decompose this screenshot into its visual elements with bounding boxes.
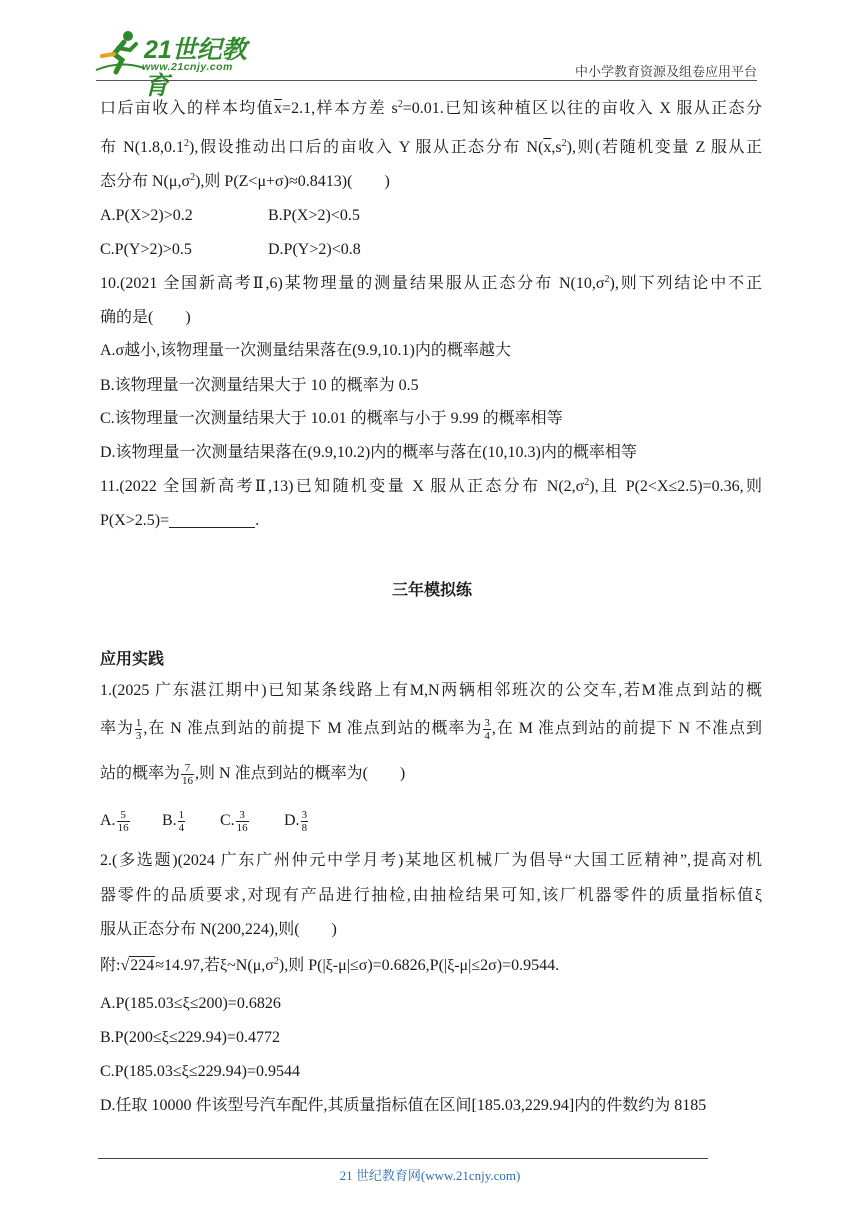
m1-text: 站的概率为: [100, 765, 181, 783]
option-label: C.: [220, 812, 235, 830]
fraction-denominator: 16: [236, 822, 248, 834]
m2-text: ≈14.97,若ξ~N(μ,σ: [155, 957, 274, 974]
fraction-denominator: 4: [484, 730, 490, 742]
option-label: B.: [162, 812, 177, 830]
x-bar: $\overline{x}$: [543, 139, 552, 156]
q10-text: ),则下列结论中不正: [609, 275, 762, 292]
fraction: [181, 762, 194, 787]
q11-text: 11.(2022 全国新高考Ⅱ,13)已知随机变量 X 服从正态分布 N(2,σ: [100, 478, 585, 495]
q9-text: 态分布 N(μ,σ: [100, 173, 191, 190]
x-bar: $\overline{x}$: [274, 100, 283, 117]
fraction: [301, 809, 309, 834]
q10-option-b[interactable]: B.该物理量一次测量结果大于 10 的概率为 0.5: [100, 377, 419, 394]
m1-text: ,在 M 准点到站的前提下 N 不准点到: [491, 720, 762, 738]
site-logo[interactable]: [94, 30, 264, 100]
q10-option-c[interactable]: C.该物理量一次测量结果大于 10.01 的概率与小于 9.99 的概率相等: [100, 410, 563, 427]
q9-line-2: [100, 136, 762, 160]
fraction: [117, 809, 130, 834]
m2-option-d[interactable]: D.任取 10000 件该型号汽车配件,其质量指标值在区间[185.03,229.94]内的件数约为 8185: [100, 1097, 707, 1114]
m1-text: 率为: [100, 720, 134, 738]
q9-line-1: [100, 97, 762, 121]
q11-text: .: [255, 512, 260, 529]
m1-text: ,则 N 准点到站的概率为( ): [195, 765, 406, 783]
footer-divider: [98, 1158, 708, 1159]
m2-line-1: 2.(多选题)(2024 广东广州仲元中学月考)某地区机械厂为倡导“大国工匠精神”,提高对机: [100, 852, 762, 869]
q9-option-b[interactable]: B.P(X>2)<0.5: [268, 207, 360, 224]
m2-text: ),则 P(|ξ-μ|≤σ)=0.6826,P(|ξ-μ|≤2σ)=0.9544.: [278, 957, 560, 974]
superscript: 2: [604, 274, 610, 285]
fraction-denominator: 16: [117, 822, 129, 834]
fraction-numerator: 1: [135, 717, 142, 729]
q9-text: 布 N(1.8,0.1: [100, 139, 185, 156]
q9-text: =2.1,样本方差 s: [282, 100, 398, 117]
q9-text: ,s: [551, 139, 562, 156]
m1-option-c[interactable]: [220, 809, 250, 833]
fraction-numerator: 3: [301, 809, 308, 821]
fraction: [135, 717, 143, 742]
fraction: [236, 809, 249, 834]
m2-line-3: 服从正态分布 N(200,224),则( ): [100, 921, 337, 938]
superscript: 2: [561, 138, 567, 149]
option-label: A.: [100, 812, 116, 830]
header-divider: [96, 80, 757, 81]
fraction-denominator: 4: [178, 822, 185, 834]
m1-option-d[interactable]: [284, 809, 309, 833]
m2-option-c[interactable]: C.P(185.03≤ξ≤229.94)=0.9544: [100, 1063, 300, 1080]
q9-text: ),则 P(Z<μ+σ)≈0.8413)( ): [195, 173, 390, 190]
m2-option-b[interactable]: B.P(200≤ξ≤229.94)=0.4772: [100, 1029, 280, 1046]
fraction-numerator: 3: [484, 717, 490, 729]
sub-title: 应用实践: [100, 651, 165, 668]
fraction-denominator: 3: [135, 730, 142, 742]
q9-line-3: [100, 170, 390, 194]
m2-text: 附:: [100, 957, 121, 974]
q10-text: 10.(2021 全国新高考Ⅱ,6)某物理量的测量结果服从正态分布 N(10,σ: [100, 275, 605, 292]
answer-blank[interactable]: [169, 511, 255, 528]
fraction-denominator: 16: [182, 775, 194, 787]
q9-text: ),假设推动出口后的亩收入 Y 服从正态分布 N(: [189, 139, 544, 156]
superscript: 2: [273, 956, 279, 967]
fraction: [178, 809, 186, 834]
m2-note: [100, 954, 559, 978]
m2-option-a[interactable]: A.P(185.03≤ξ≤200)=0.6826: [100, 995, 281, 1012]
runner-logo-icon: [94, 30, 146, 76]
page-header: [0, 0, 860, 100]
superscript: 2: [584, 477, 590, 488]
q9-option-a[interactable]: A.P(X>2)>0.2: [100, 207, 193, 224]
q11-text: P(X>2.5)=: [100, 512, 170, 529]
square-root: √224: [120, 957, 155, 974]
fraction-denominator: 8: [301, 822, 308, 834]
m1-line-3: [100, 762, 405, 786]
fraction-numerator: 1: [178, 809, 185, 821]
m1-line-1: 1.(2025 广东湛江期中)已知某条线路上有M,N两辆相邻班次的公交车,若M准点到站的概: [100, 682, 762, 699]
superscript: 2: [397, 99, 403, 110]
q10-line-1: [100, 272, 762, 296]
logo-brand-text: 21世纪教育: [144, 36, 247, 100]
fraction-numerator: 7: [181, 762, 194, 775]
logo-url-text: www.21cnjy.com: [142, 61, 233, 73]
q11-line-2: [100, 509, 259, 533]
fraction-numerator: 5: [117, 809, 130, 822]
option-label: D.: [284, 812, 300, 830]
m1-text: ,在 N 准点到站的前提下 M 准点到站的概率为: [143, 720, 483, 738]
m1-line-2: [100, 717, 762, 741]
q11-text: ),且 P(2<X≤2.5)=0.36,则: [589, 478, 762, 495]
radicand: 224: [130, 957, 155, 974]
superscript: 2: [184, 138, 190, 149]
q10-line-2: 确的是( ): [100, 309, 191, 326]
fraction: [483, 717, 491, 742]
q10-option-d[interactable]: D.该物理量一次测量结果落在(9.9,10.2)内的概率与落在(10,10.3)内的概率相等: [100, 444, 637, 461]
footer-link[interactable]: 21 世纪教育网(www.21cnjy.com): [339, 1168, 521, 1183]
m1-option-a[interactable]: [100, 809, 131, 833]
q11-line-1: [100, 475, 762, 499]
superscript: 2: [190, 172, 196, 183]
q9-text: ),则(若随机变量 Z 服从正: [566, 139, 762, 156]
q9-text: 口后亩收入的样本均值: [100, 100, 275, 117]
m2-line-2: 器零件的品质要求,对现有产品进行抽检,由抽检结果可知,该厂机器零件的质量指标值ξ: [100, 887, 762, 904]
fraction-numerator: 3: [236, 809, 249, 822]
q9-option-d[interactable]: D.P(Y>2)<0.8: [268, 241, 361, 258]
platform-name: 中小学教育资源及组卷应用平台: [574, 64, 757, 79]
q9-text: =0.01.已知该种植区以往的亩收入 X 服从正态分: [402, 100, 762, 117]
m1-option-b[interactable]: [162, 809, 186, 833]
q9-option-c[interactable]: C.P(Y>2)>0.5: [100, 241, 192, 258]
q10-option-a[interactable]: A.σ越小,该物理量一次测量结果落在(9.9,10.1)内的概率越大: [100, 342, 511, 359]
section-title: 三年模拟练: [391, 582, 472, 599]
